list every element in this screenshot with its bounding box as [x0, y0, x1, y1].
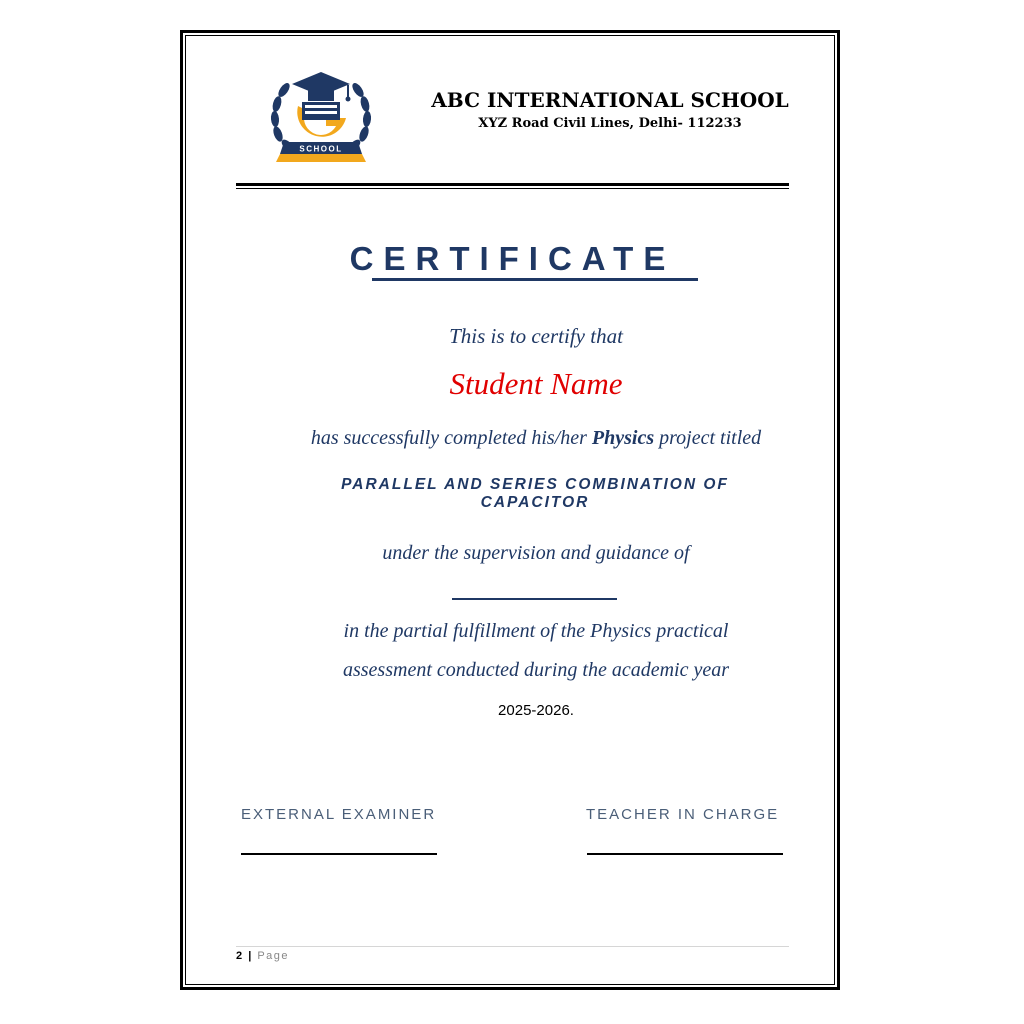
subject-name: Physics [591, 427, 655, 449]
completed-line [236, 427, 836, 450]
guide-name-blank [452, 598, 617, 600]
certificate-title: CERTIFICATE [349, 240, 676, 277]
academic-year: 2025-2026. [498, 702, 574, 719]
teacher-signature-line [587, 853, 783, 855]
teacher-in-charge-label: TEACHER IN CHARGE [586, 806, 780, 823]
fulfillment-line: in the partial fulfillment of the Physics practical [343, 620, 729, 642]
assessment-line: assessment conducted during the academic year [342, 659, 729, 681]
header-divider-thin [236, 188, 789, 189]
external-examiner-signature-line [241, 853, 437, 855]
header-divider-thick [236, 183, 789, 186]
completed-suffix: project titled [654, 427, 762, 449]
footer-divider [236, 946, 789, 947]
completed-prefix: has successfully completed his/her [310, 427, 592, 449]
school-logo [268, 64, 374, 168]
school-name: ABC INTERNATIONAL SCHOOL [431, 88, 789, 112]
book-icon [302, 102, 340, 120]
page-label: Page [257, 950, 290, 962]
logo-text: SCHOOL [299, 144, 343, 154]
page-footer [236, 950, 289, 962]
school-address: XYZ Road Civil Lines, Delhi- 112233 [478, 116, 742, 131]
graduation-cap-icon [292, 72, 351, 102]
project-title: PARALLEL AND SERIES COMBINATION OF CAPACITOR [341, 476, 729, 511]
certify-line: This is to certify that [449, 324, 623, 348]
student-name: Student Name [449, 366, 623, 401]
page-number: 2 [236, 950, 244, 962]
external-examiner-label: EXTERNAL EXAMINER [241, 806, 437, 823]
supervision-line: under the supervision and guidance of [382, 542, 690, 564]
certificate-title-underline [372, 278, 698, 281]
footer-separator: | [248, 950, 253, 962]
